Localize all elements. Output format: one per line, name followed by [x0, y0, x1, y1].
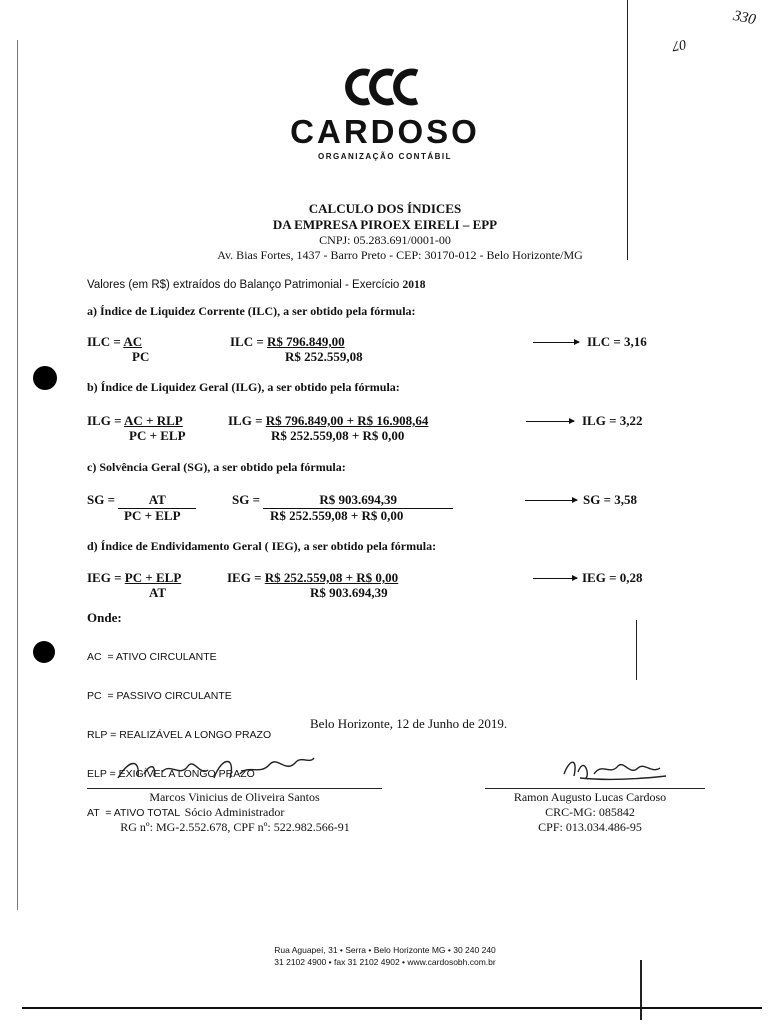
legend-title: Onde:: [87, 610, 122, 625]
section-c-result: SG = 3,58: [583, 492, 637, 507]
cardoso-logo-icon: [341, 67, 433, 112]
section-a-formula: [87, 334, 142, 350]
section-c-formula: [87, 492, 196, 509]
scan-bottom-line: [22, 1007, 762, 1009]
scan-mark-bottom: [640, 960, 642, 1020]
intro-label: Valores (em R$) extraídos do Balanço Patrimonial - Exercício: [87, 279, 403, 291]
section-a-calc: [230, 334, 345, 350]
section-d-arrow-icon: [533, 578, 577, 579]
section-b-calc-den: R$ 252.559,08 + R$ 0,00: [271, 428, 405, 443]
section-d-title: d) Índice de Endividamento Geral ( IEG), a ser obtido pela fórmula:: [87, 539, 437, 553]
calc-numerator: R$ 252.559,08 + R$ 0,00: [264, 570, 399, 585]
calc-lhs: ILG =: [228, 413, 266, 428]
formula-numerator: AT: [118, 492, 196, 509]
section-b-formula: [87, 413, 183, 429]
signatory-left-name: Marcos Vinicius de Oliveira Santos: [149, 790, 320, 804]
calc-numerator: R$ 796.849,00 + R$ 16.908,64: [265, 413, 429, 428]
handwritten-number-mark: 330: [731, 7, 758, 29]
signatory-right-role: CRC-MG: 085842: [545, 805, 635, 819]
section-b-title: b) Índice de Liquidez Geral (ILG), a ser obtido pela fórmula:: [87, 380, 400, 394]
section-c-calc: [232, 492, 453, 509]
legend-item: AT = ATIVO TOTAL: [87, 807, 181, 819]
formula-numerator: PC + ELP: [124, 570, 182, 585]
place-date: Belo Horizonte, 12 de Junho de 2019.: [310, 716, 508, 731]
logo-brand-text: CARDOSO: [290, 113, 480, 150]
signatory-left-id: RG nº: MG-2.552.678, CPF nº: 522.982.566-91: [120, 820, 350, 834]
signature-right-icon: [560, 752, 670, 791]
calc-lhs: ILC =: [230, 334, 268, 349]
formula-numerator: AC: [123, 334, 143, 349]
legend-item: ELP = EXIGÍVEL A LONGO PRAZO: [87, 768, 255, 780]
section-a-calc-den: R$ 252.559,08: [285, 349, 363, 364]
formula-lhs: ILC =: [87, 334, 124, 349]
logo-subtitle: ORGANIZAÇÃO CONTÁBIL: [318, 152, 452, 161]
section-b-calc: [228, 413, 428, 429]
calc-lhs: SG =: [232, 492, 264, 507]
signatory-right-name: Ramon Augusto Lucas Cardoso: [513, 790, 667, 804]
footer-line-2: 31 2102 4900 • fax 31 2102 4902 • www.cardosobh.com.br: [274, 957, 496, 967]
legend-item: PC = PASSIVO CIRCULANTE: [87, 690, 232, 702]
section-d-result: IEG = 0,28: [582, 570, 643, 585]
formula-numerator: AC + RLP: [124, 413, 183, 428]
section-d-calc: [227, 570, 398, 586]
formula-lhs: IEG =: [87, 570, 125, 585]
section-d-formula-den: AT: [149, 585, 167, 600]
scan-edge-left: [17, 40, 18, 910]
handwritten-number-mark-2: 07: [670, 35, 688, 54]
intro-year: 2018: [402, 279, 426, 291]
signature-line-right: [485, 788, 705, 789]
heading-line-1: CALCULO DOS ÍNDICES: [308, 201, 462, 216]
section-d-formula: [87, 570, 181, 586]
section-a-result: ILC = 3,16: [587, 334, 647, 349]
section-b-arrow-icon: [526, 421, 574, 422]
calc-numerator: R$ 796.849,00: [267, 334, 345, 349]
section-c-formula-den: PC + ELP: [124, 508, 181, 523]
section-c-calc-den: R$ 252.559,08 + R$ 0,00: [270, 508, 404, 523]
formula-lhs: ILG =: [87, 413, 125, 428]
calc-numerator: R$ 903.694,39: [263, 492, 453, 509]
section-c-arrow-icon: [525, 500, 577, 501]
scan-edge-right: [627, 0, 628, 260]
footer-line-1: Rua Aguapeí, 31 • Serra • Belo Horizonte MG • 30 240 240: [274, 945, 496, 955]
legend-item: AC = ATIVO CIRCULANTE: [87, 651, 217, 663]
punch-hole-1: [33, 366, 57, 390]
punch-hole-2: [33, 641, 55, 663]
section-b-result: ILG = 3,22: [582, 413, 643, 428]
scan-mark-right: [636, 620, 637, 680]
intro-text: [87, 279, 426, 291]
signatory-left-role: Sócio Administrador: [184, 805, 285, 819]
legend-item: RLP = REALIZÁVEL A LONGO PRAZO: [87, 729, 272, 741]
section-c-title: c) Solvência Geral (SG), a ser obtido pela fórmula:: [87, 460, 346, 474]
formula-lhs: SG =: [87, 492, 119, 507]
section-b-formula-den: PC + ELP: [129, 428, 186, 443]
section-a-formula-den: PC: [132, 349, 150, 364]
heading-line-2: DA EMPRESA PIROEX EIRELI – EPP: [272, 217, 498, 232]
heading-cnpj: CNPJ: 05.283.691/0001-00: [319, 233, 451, 247]
calc-lhs: IEG =: [227, 570, 265, 585]
section-a-arrow-icon: [533, 342, 579, 343]
signature-line-left: [87, 788, 382, 789]
section-d-calc-den: R$ 903.694,39: [310, 585, 388, 600]
section-a-title: a) Índice de Liquidez Corrente (ILC), a ser obtido pela fórmula:: [87, 304, 416, 318]
signatory-right-id: CPF: 013.034.486-95: [538, 820, 642, 834]
heading-address: Av. Bias Fortes, 1437 - Barro Preto - CEP: 30170-012 - Belo Horizonte/MG: [217, 248, 583, 262]
